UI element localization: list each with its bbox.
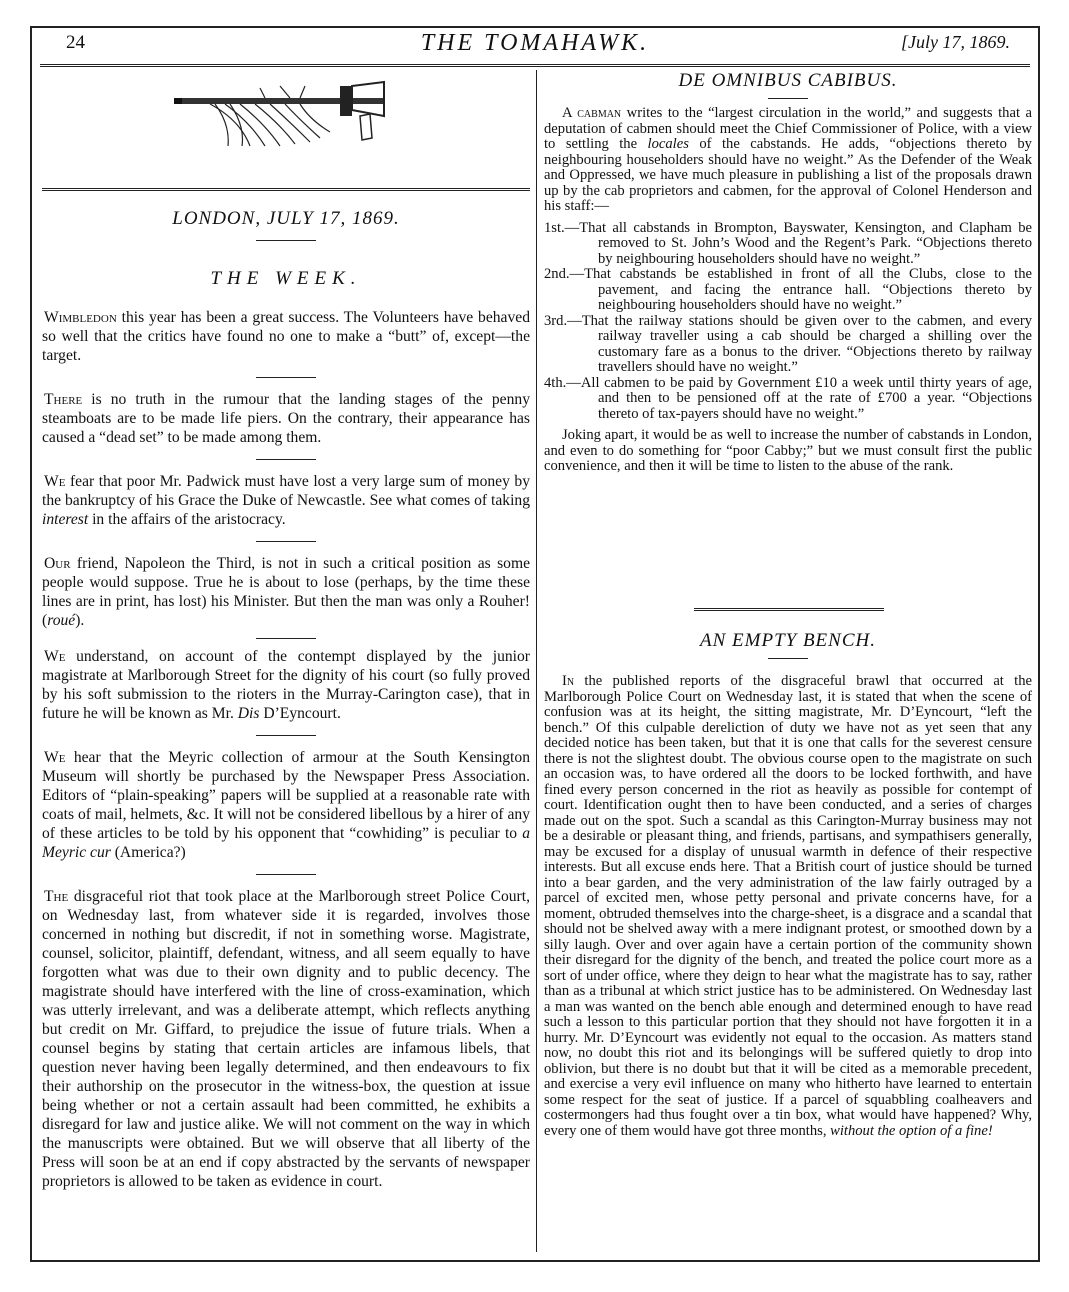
tomahawk-icon [170,80,390,150]
column-divider [536,70,537,1252]
title-rule [544,98,1032,99]
week-item-3: We fear that poor Mr. Padwick must have lost a very large sum of money by the bankruptcy of his Grace the Duke of Newcastle. See what comes of taking interest in the affairs of the aristocracy. [42,473,530,528]
article-title-an-empty-bench: AN EMPTY BENCH. [700,630,876,651]
cabibus-closing: Joking apart, it would be as well to increase the number of cabstands in London, and even to do something for “poor Cabby;” but we must consult first the public convenience, and then it will be time to listen to the abuse of the rank. [544,427,1032,474]
page-number: 24 [66,32,85,53]
cabibus-item-3: 3rd.—That the railway stations should be given over to the cabmen, and every railway traveller using a cab should be charged a shilling over the customary fare as a bonus to the driver. “Objections thereto by railway travellers should have no weight.” [544,312,1032,375]
cabibus-item-1: 1st.—That all cabstands in Brompton, Bayswater, Kensington, and Clapham be removed to St. John’s Wood and the Regent’s Park. “Objections thereto by neighbouring householders should have no weight.” [544,219,1032,267]
item-separator [256,377,316,378]
item-separator [256,541,316,542]
cabibus-intro: A cabman writes to the “largest circulation in the world,” and suggests that a deputation of cabmen should meet the Chief Commissioner of Police, with a view to settling the locales of the cabstands. He adds, “objections thereto by neighbouring householders should have no weight.” As the Defender of the Weak and Oppressed, we have much pleasure in publishing a list of the proposals drawn up by the cab proprietors and cabmen, for the approval of Colonel Henderson and his staff:— [544,105,1032,214]
bench-text: In the published reports of the disgraceful brawl that occurred at the Marlborough Police Court on Wednesday last, it is stated that when the scene of confusion was at its height, the sitting magistrate, Mr. D’Eyncourt, “left the bench.” Of this culpable dereliction of duty we have not as yet seen that any decided notice has been taken, but that it is one that calls for the severest censure there is not the slightest doubt. The obvious course open to the magistrate on such an occasion was, to have ordered all the doors to be locked forthwith, and have fined every person concerned in the riot as heavily as possible for contempt of court. Identification ought then to have been conducted, and a series of charges made out on the spot. Such a scandal as this Carington-Murray business may not be a desirable or pleasant thing, and friends, partisans, and sympathisers generally, may be excused for a display of unusual warmth in defence of their respective interests. But all excuse ends here. That a British court of justice should be turned into a bear garden, and the very administration of the law fairly outraged by a parcel of excited men, whose petty personal and private concerns have, for a moment, obtruded themselves into the charge-sheet, is a disgrace and a scandal that should not be shelved away with a mere indignant protest, or smoothed down by a silly laugh. Over and over again have a certain portion of the community shown their disregard for the dignity of the bench, and treated the police court more as a sort of under office, where they deign to hear what the magistrate has to say, rather than as a tribunal at which strict justice has to be administered. On Wednesday last a man was wanted on the bench able enough and determined enough to have read such a lesson to this particular portion that they should not have forgotten it in a hurry. Mr. D’Eyncourt was evidently not equal to the occasion. As matters stand now, no doubt this riot and its belongings will be suffered quietly to drop into oblivion, but there is no doubt but that it will be cited as a memorable precedent, and exercise a very evil influence on many who hitherto have learned to entertain some respect for the seat of justice. If a parcel of squabbling coalheavers and costermongers had thus fought over a tin box, what would have happened? Why, every one of them would have got three months, without the option of a fine! [544,673,1032,1139]
week-items [42,308,530,1191]
issue-date: [July 17, 1869. [901,32,1010,52]
header-rule [40,64,1030,67]
item-separator [256,459,316,460]
article-separator [694,608,884,611]
article-bench-body [544,674,1032,1139]
week-item-4: Our friend, Napoleon the Third, is not in such a critical position as some people would suppose. True he is about to lose (perhaps, by the time these lines are in print, has lost) his Minister. But then the man was only a Rouher! (roué). [42,555,530,629]
cabibus-item-4: 4th.—All cabmen to be paid by Government £10 a week until thirty years of age, and then to be pensioned off at the rate of £700 a year. “Objections thereto of tax-payers should have no weight.” [544,374,1032,422]
section-rule [42,188,530,191]
article-title-de-omnibus-cabibus: DE OMNIBUS CABIBUS. [678,70,898,91]
dateline-rule [42,240,530,241]
left-column [42,70,530,1252]
week-item-2: There is no truth in the rumour that the landing stages of the penny steamboats are to be made life piers. On the contrary, their appearance has caused a “dead set” to be made among them. [42,391,530,446]
week-item-6: We hear that the Meyric collection of armour at the South Kensington Museum will shortly be purchased by the Newspaper Press Association. Editors of “plain-speaking” papers will be supplied at a reasonable rate with coats of mail, helmets, &c. It will not be considered libellous by a hirer of any of these articles to be told by his opponent that “cowhiding” is peculiar to a Meyric cur (America?) [42,749,530,861]
week-item-7: The disgraceful riot that took place at the Marlborough street Police Court, on Wednesday last, from whatever side it is regarded, involves those concerned in nothing but discredit, if not in something worse. Magistrate, counsel, solicitor, plaintiff, defendant, witness, and all seem equally to have forgotten what was due to their own dignity and to public decency. The magistrate should have interfered with the line of cross-examination, which was utterly irrelevant, and was a deliberate attempt, which reflects anything but credit on Mr. Giffard, to prejudice the issue of future trials. When a counsel begins by stating that certain articles are infamous libels, that question never having been legally determined, and then endeavours to fix their authorship on the prosecutor in the witness-box, the question at issue being whether or not a certain assault had been committed, he exhibits a disregard for law and justice alike. We will not comment on the way in which the manuscripts were obtained. But we will observe that all liberty of the Press will soon be at an end if copy abstracted by the servants of newspaper proprietors is allowed to be taken as evidence in court. [42,888,530,1190]
week-item-5: We understand, on account of the contempt displayed by the junior magistrate at Marlborough Street for the dignity of his court (so fully proved by his soft submission to the rioters in the Murray-Carington case), that in future he will be known as Mr. Dis D’Eyncourt. [42,648,530,722]
item-separator [256,638,316,639]
section-title-the-week: THE WEEK. [210,268,362,289]
masthead-title: THE TOMAHAWK. [420,30,650,56]
newspaper-page [30,26,1040,1262]
item-separator [256,735,316,736]
dateline: LONDON, JULY 17, 1869. [172,208,400,229]
title-rule [544,658,1032,659]
item-separator [256,874,316,875]
article-cabibus-body [544,106,1032,475]
week-item-1: Wimbledon this year has been a great success. The Volunteers have behaved so well that the critics have found no one to make a “butt” of, except—the target. [42,309,530,364]
right-column [544,70,1032,1252]
page-header [32,28,1038,62]
cabibus-item-2: 2nd.—That cabstands be established in front of all the Clubs, close to the pavement, and facing the entrance hall. “Objections thereto by neighbouring householders should have no weight.” [544,266,1032,313]
